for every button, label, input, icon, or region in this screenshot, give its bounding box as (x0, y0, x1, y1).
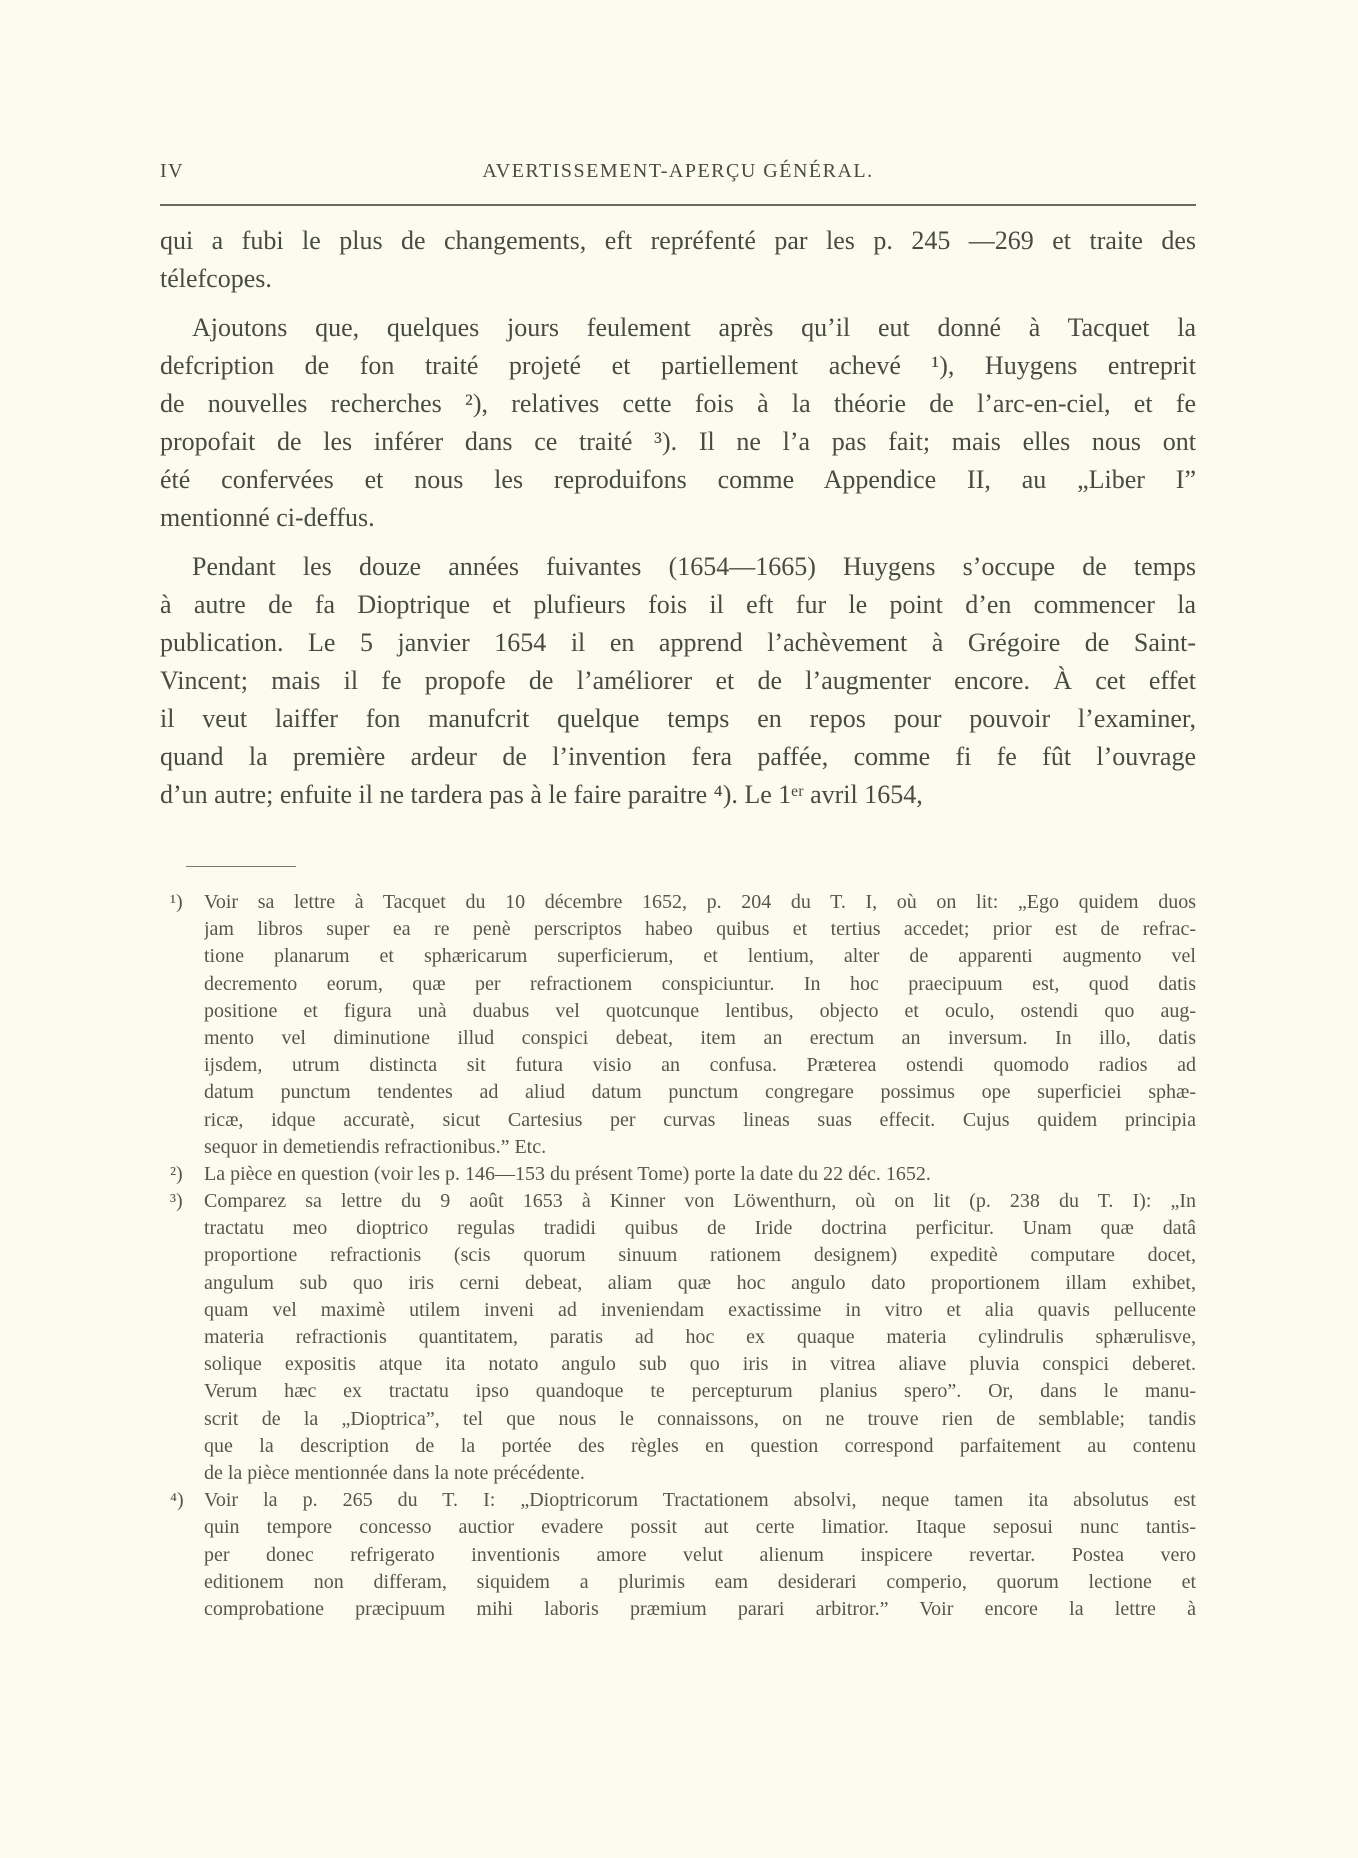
footnote-line: Voir sa lettre à Tacquet du 10 décembre 1652, p. 204 du T. I, où on lit: „Ego quidem duos (204, 891, 1196, 913)
running-title: AVERTISSEMENT-APERÇU GÉNÉRAL. (482, 160, 874, 182)
text-line: télefcopes. (160, 264, 272, 293)
footnote-line: sequor in demetiendis refractionibus.” Etc. (204, 1135, 547, 1158)
footnote-line: Comparez sa lettre du 9 août 1653 à Kinner von Löwenthurn, où on lit (p. 238 du T. I): „In (204, 1190, 1196, 1213)
text-line: de nouvelles recherches ²), relatives cette fois à la théorie de l’arc-en-ciel, et fe (160, 389, 1196, 418)
footnote-marker: ³) (170, 1190, 183, 1213)
text-line: d’un autre; enfuite il ne tardera pas à le faire paraitre ⁴). Le 1ᵉʳ avril 1654, (160, 780, 923, 809)
footnote-line: tractatu meo dioptrico regulas tradidi quibus de Iride doctrina perficitur. Unam quæ datâ (204, 1217, 1196, 1240)
text-line: qui a fubi le plus de changements, eft repréfenté par les p. 245 —269 et traite des (160, 226, 1196, 255)
footnote-line: solique expositis atque ita notato angulo sub quo iris in vitrea aliave pluvia conspici deberet. (204, 1353, 1196, 1376)
footnote-line: jam libros super ea re penè perscriptos habeo quibus et tertius accedet; prior est de refrac- (204, 918, 1196, 941)
footnote-marker: ²) (170, 1162, 183, 1185)
footnote-line: editionem non differam, siquidem a plurimis eam desiderari comperio, quorum lectione et (204, 1570, 1196, 1593)
page-number: IV (160, 160, 185, 182)
header-rule (160, 204, 1196, 206)
footnote-marker: ⁴) (170, 1489, 184, 1512)
footnote (170, 1188, 1196, 1487)
footnote-line: ijsdem, utrum distincta sit futura visio an confusa. Præterea ostendi quomodo radios ad (204, 1054, 1196, 1077)
running-header (160, 160, 1196, 190)
footnote-line: scrit de la „Dioptrica”, tel que nous le connaissons, on ne trouve rien de semblable; tandis (204, 1407, 1196, 1430)
footnote-separator (186, 866, 296, 867)
footnote (170, 1487, 1196, 1623)
text-line: publication. Le 5 janvier 1654 il en apprend l’achèvement à Grégoire de Saint- (160, 628, 1196, 657)
paragraph (160, 548, 1196, 814)
footnote-line: tione planarum et sphæricarum superficierum, et lentium, alter de apparenti augmento vel (204, 945, 1196, 968)
footnote-line: Voir la p. 265 du T. I: „Dioptricorum Tractationem absolvi, neque tamen ita absolutus est (204, 1489, 1196, 1512)
footnote-line: de la pièce mentionnée dans la note précédente. (204, 1461, 585, 1484)
footnote-line: positione et figura unà duabus vel quotcunque lentibus, objecto et oculo, ostendi quo aug- (204, 999, 1196, 1022)
footnote-marker: ¹) (170, 891, 183, 913)
main-text (160, 222, 1196, 814)
footnote-line: La pièce en question (voir les p. 146—153 du présent Tome) porte la date du 22 déc. 1652. (204, 1162, 931, 1185)
footnote-line: quam vel maximè utilem inveni ad inveniendam exactissime in vitro et alia quavis pellucente (204, 1298, 1196, 1321)
footnote (170, 889, 1196, 1161)
text-line: Vincent; mais il fe propofe de l’améliorer et de l’augmenter encore. À cet effet (160, 666, 1196, 695)
footnote-line: proportione refractionis (scis quorum sinuum rationem designem) expeditè computare docet, (204, 1244, 1196, 1267)
paragraph (160, 222, 1196, 298)
text-line: à autre de fa Dioptrique et plufieurs fois il eft fur le point d’en commencer la (160, 590, 1196, 619)
footnote-line: angulum sub quo iris cerni debeat, aliam quæ hoc angulo dato proportionem illam exhibet, (204, 1271, 1196, 1294)
text-line: Pendant les douze années fuivantes (1654—1665) Huygens s’occupe de temps (192, 552, 1196, 581)
footnote-line: per donec refrigerato inventionis amore velut alienum inspicere revertar. Postea vero (204, 1543, 1196, 1566)
footnote-line: materia refractionis quantitatem, paratis ad hoc ex quaque materia cylindrulis sphærulisve, (204, 1326, 1196, 1348)
text-line: quand la première ardeur de l’invention fera paffée, comme fi fe fût l’ouvrage (160, 742, 1196, 771)
footnote-line: Verum hæc ex tractatu ipso quandoque te percepturum planius spero”. Or, dans le manu- (204, 1380, 1196, 1403)
footnote-line: datum punctum tendentes ad aliud datum punctum congregare possimus ope superficiei sphæ- (204, 1081, 1196, 1104)
text-line: été confervées et nous les reproduifons comme Appendice II, au „Liber I” (160, 465, 1196, 494)
footnote-line: comprobatione præcipuum mihi laboris præmium parari arbitror.” Voir encore la lettre à (204, 1597, 1196, 1620)
footnotes (170, 889, 1196, 1623)
text-line: il veut laiffer fon manufcrit quelque temps en repos pour pouvoir l’examiner, (160, 704, 1196, 733)
footnote-line: que la description de la portée des règles en question correspond parfaitement au contenu (204, 1434, 1196, 1457)
text-line: mentionné ci-deffus. (160, 503, 375, 532)
text-line: Ajoutons que, quelques jours feulement après qu’il eut donné à Tacquet la (192, 313, 1196, 342)
text-line: defcription de fon traité projeté et partiellement achevé ¹), Huygens entreprit (160, 351, 1196, 380)
footnote-line: quin tempore concesso auctior evadere possit aut certe limatior. Itaque seposui nunc tantis- (204, 1516, 1196, 1539)
paragraph (160, 309, 1196, 537)
footnote-line: mento vel diminutione illud conspici debeat, item an erectum an inversum. In illo, datis (204, 1026, 1196, 1049)
text-line: propofait de les inférer dans ce traité ³). Il ne l’a pas fait; mais elles nous ont (160, 427, 1196, 456)
footnote (170, 1161, 1196, 1188)
footnote-line: decremento eorum, quæ per refractionem conspiciuntur. In hoc praecipuum est, quod datis (204, 972, 1196, 995)
footnote-line: ricæ, idque accuratè, sicut Cartesius per curvas lineas suas effecit. Cujus quidem principia (204, 1108, 1196, 1131)
